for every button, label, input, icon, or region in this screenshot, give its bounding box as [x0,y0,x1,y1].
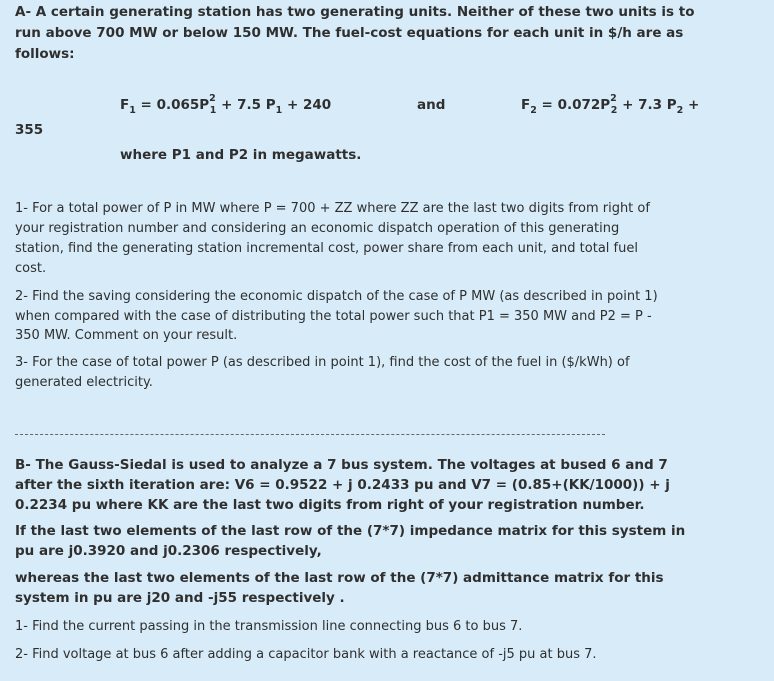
section-a-question-1-line-2: your registration number and considering an economic dispatch operation of this generating [15,221,620,236]
section-a-intro-line-3: follows: [15,46,75,62]
and-connector: and [417,97,446,113]
section-a-question-3-line-2: generated electricity. [15,375,153,390]
impedance-line-2: pu are j0.3920 and j0.2306 respectively, [15,543,322,559]
fuel-cost-equation-2: $F_2 = 0.072P^2_2 + 7.3$ $P_2$ + [521,93,700,116]
section-b-question-2: 2- Find voltage at bus 6 after adding a capacitor bank with a reactance of -j5 pu at bus 7. [15,647,597,662]
equation-2-continued: 355 [15,122,44,138]
section-a-question-2-line-2: when compared with the case of distributing the total power such that P1 = 350 MW and P2 = P - [15,309,652,324]
section-a-question-2-line-3: 350 MW. Comment on your result. [15,328,238,343]
section-divider [15,434,605,435]
admittance-line-2: system in pu are j20 and -j55 respectively . [15,590,345,606]
section-a-question-1-line-1: 1- For a total power of P in MW where P = 700 + ZZ where ZZ are the last two digits from right of [15,201,650,216]
section-b-intro-line-3: 0.2234 pu where KK are the last two digits from right of your registration number. [15,497,645,513]
megawatts-note: where P1 and P2 in megawatts. [120,147,362,163]
section-a-intro-line-2: run above 700 MW or below 150 MW. The fuel-cost equations for each unit in $/h are as [15,25,684,41]
admittance-line-1: whereas the last two elements of the last row of the (7*7) admittance matrix for this [15,570,664,586]
section-b-intro-line-1: B- The Gauss-Siedal is used to analyze a 7 bus system. The voltages at bused 6 and 7 [15,457,668,473]
section-a-question-2-line-1: 2- Find the saving considering the economic dispatch of the case of P MW (as described in point 1) [15,289,658,304]
section-a-question-1-line-3: station, find the generating station incremental cost, power share from each unit, and total fuel [15,241,638,256]
section-a-question-3-line-1: 3- For the case of total power P (as described in point 1), find the cost of the fuel in ($/kWh) of [15,355,630,370]
impedance-line-1: If the last two elements of the last row of the (7*7) impedance matrix for this system in [15,523,686,539]
section-a-question-1-line-4: cost. [15,261,47,276]
section-b-question-1: 1- Find the current passing in the transmission line connecting bus 6 to bus 7. [15,619,523,634]
fuel-cost-equation-1: $F_1 = 0.065P^2_1 + 7.5$ $P_1 + 240$ [120,93,332,116]
section-a-intro-line-1: A- A certain generating station has two generating units. Neither of these two units is to [15,4,695,20]
section-b-intro-line-2: after the sixth iteration are: V6 = 0.9522 + j 0.2433 pu and V7 = (0.85+(KK/1000)) + j [15,477,670,493]
